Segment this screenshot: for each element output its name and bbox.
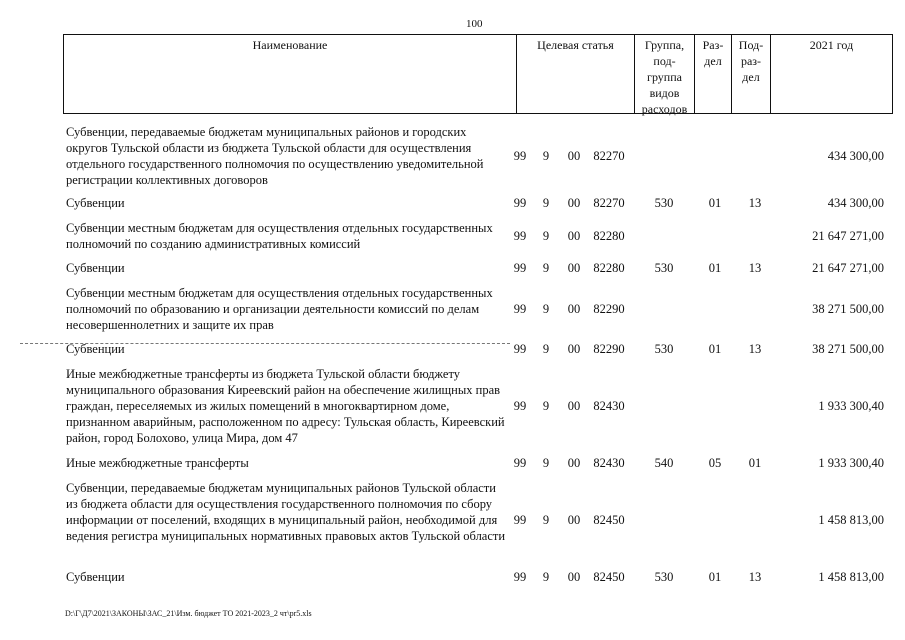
- header-target: Целевая статья: [516, 35, 634, 113]
- target-code-subprogram: 9: [542, 196, 550, 210]
- amount-2021: 21 647 271,00: [812, 261, 884, 275]
- section-code: 05: [708, 456, 722, 470]
- table-header: [63, 34, 893, 114]
- header-name: Наименование: [252, 38, 328, 52]
- target-code-direction: 82450: [593, 570, 625, 584]
- header-group: Группа, под- группа видов расходов: [634, 35, 694, 113]
- table-row: [66, 366, 896, 446]
- target-code-direction: 82450: [593, 513, 625, 527]
- section-code: 01: [708, 570, 722, 584]
- target-code-direction: 82280: [593, 229, 625, 243]
- target-code-main: 00: [567, 302, 581, 316]
- target-code-subprogram: 9: [542, 570, 550, 584]
- target-code-main: 00: [567, 196, 581, 210]
- amount-2021: 38 271 500,00: [812, 302, 884, 316]
- expense-group: 530: [654, 570, 674, 584]
- target-code-program: 99: [513, 229, 527, 243]
- target-code-main: 00: [567, 261, 581, 275]
- section-code: 01: [708, 342, 722, 356]
- target-code-program: 99: [513, 302, 527, 316]
- header-year: 2021 год: [770, 35, 892, 113]
- amount-2021: 38 271 500,00: [812, 342, 884, 356]
- target-code-program: 99: [513, 149, 527, 163]
- target-code-main: 00: [567, 229, 581, 243]
- expense-group: 530: [654, 261, 674, 275]
- amount-2021: 434 300,00: [827, 196, 884, 210]
- target-code-program: 99: [513, 513, 527, 527]
- amount-2021: 1 458 813,00: [818, 513, 884, 527]
- subsection-code: 13: [748, 196, 762, 210]
- target-code-main: 00: [567, 456, 581, 470]
- row-name: Субвенции, передаваемые бюджетам муниципальных районов и городских округов Тульской области из бюджета Тульской области для осуществления отдельного государственного полномочия по осуществлению уведомительной регистрации коллективных договоров: [66, 125, 484, 187]
- target-code-subprogram: 9: [542, 513, 550, 527]
- subsection-code: 13: [748, 261, 762, 275]
- table-row: [66, 260, 896, 276]
- table-row: [66, 569, 896, 585]
- row-name: Субвенции: [66, 342, 125, 356]
- target-code-subprogram: 9: [542, 399, 550, 413]
- target-code-program: 99: [513, 342, 527, 356]
- table-row: [66, 285, 896, 333]
- amount-2021: 21 647 271,00: [812, 229, 884, 243]
- target-code-main: 00: [567, 149, 581, 163]
- page-number: 100: [466, 18, 483, 30]
- expense-group: 540: [654, 456, 674, 470]
- file-path-footer: D:\Г\Д7\2021\ЗАКОНЫ\ЗАС_21\Изм. бюджет ТО 2021-2023_2 чт\pr5.xls: [65, 609, 312, 618]
- target-code-main: 00: [567, 570, 581, 584]
- expense-group: 530: [654, 342, 674, 356]
- target-code-program: 99: [513, 456, 527, 470]
- table-row: [66, 480, 896, 560]
- subsection-code: 13: [748, 570, 762, 584]
- target-code-direction: 82430: [593, 399, 625, 413]
- target-code-main: 00: [567, 513, 581, 527]
- amount-2021: 1 933 300,40: [818, 456, 884, 470]
- row-name: Субвенции: [66, 261, 125, 275]
- target-code-subprogram: 9: [542, 229, 550, 243]
- table-row: [66, 124, 896, 188]
- target-code-direction: 82280: [593, 261, 625, 275]
- table-row: [66, 341, 896, 357]
- target-code-subprogram: 9: [542, 342, 550, 356]
- amount-2021: 434 300,00: [827, 149, 884, 163]
- row-name: Субвенции: [66, 196, 125, 210]
- table-row: [66, 220, 896, 252]
- target-code-main: 00: [567, 399, 581, 413]
- row-name: Субвенции: [66, 570, 125, 584]
- target-code-program: 99: [513, 570, 527, 584]
- table-row: [66, 455, 896, 471]
- target-code-program: 99: [513, 399, 527, 413]
- target-code-direction: 82290: [593, 302, 625, 316]
- target-code-direction: 82430: [593, 456, 625, 470]
- target-code-subprogram: 9: [542, 456, 550, 470]
- target-code-subprogram: 9: [542, 302, 550, 316]
- amount-2021: 1 933 300,40: [818, 399, 884, 413]
- target-code-program: 99: [513, 196, 527, 210]
- row-name: Иные межбюджетные трансферты из бюджета Тульской области бюджету муниципального образования Киреевский район на обеспечение жилищных прав граждан, переселяемых из жилых помещений в многоквартирном доме, признанном аварийным, расположенном по адресу: Тульская область, Киреевский район, город Болохово, улица Мира, дом 47: [66, 367, 505, 445]
- amount-2021: 1 458 813,00: [818, 570, 884, 584]
- target-code-main: 00: [567, 342, 581, 356]
- target-code-direction: 82290: [593, 342, 625, 356]
- expense-group: 530: [654, 196, 674, 210]
- subsection-code: 13: [748, 342, 762, 356]
- target-code-subprogram: 9: [542, 149, 550, 163]
- target-code-subprogram: 9: [542, 261, 550, 275]
- target-code-program: 99: [513, 261, 527, 275]
- target-code-direction: 82270: [593, 196, 625, 210]
- section-code: 01: [708, 261, 722, 275]
- header-section: Раз- дел: [694, 35, 731, 113]
- row-name: Иные межбюджетные трансферты: [66, 456, 249, 470]
- table-row: [66, 195, 896, 211]
- row-name: Субвенции, передаваемые бюджетам муниципальных районов Тульской области из бюджета области для осуществления государственного полномочия по сбору информации от поселений, входящих в муниципальный район, необходимой для ведения регистра муниципальных нормативных правовых актов Тульской области: [66, 481, 506, 543]
- row-name: Субвенции местным бюджетам для осуществления отдельных государственных полномочий по созданию административных комиссий: [66, 221, 493, 251]
- target-code-direction: 82270: [593, 149, 625, 163]
- section-code: 01: [708, 196, 722, 210]
- header-subsection: Под- раз- дел: [731, 35, 770, 113]
- subsection-code: 01: [748, 456, 762, 470]
- row-name: Субвенции местным бюджетам для осуществления отдельных государственных полномочий по образованию и организации деятельности комиссий по делам несовершеннолетних и защите их прав: [66, 286, 493, 332]
